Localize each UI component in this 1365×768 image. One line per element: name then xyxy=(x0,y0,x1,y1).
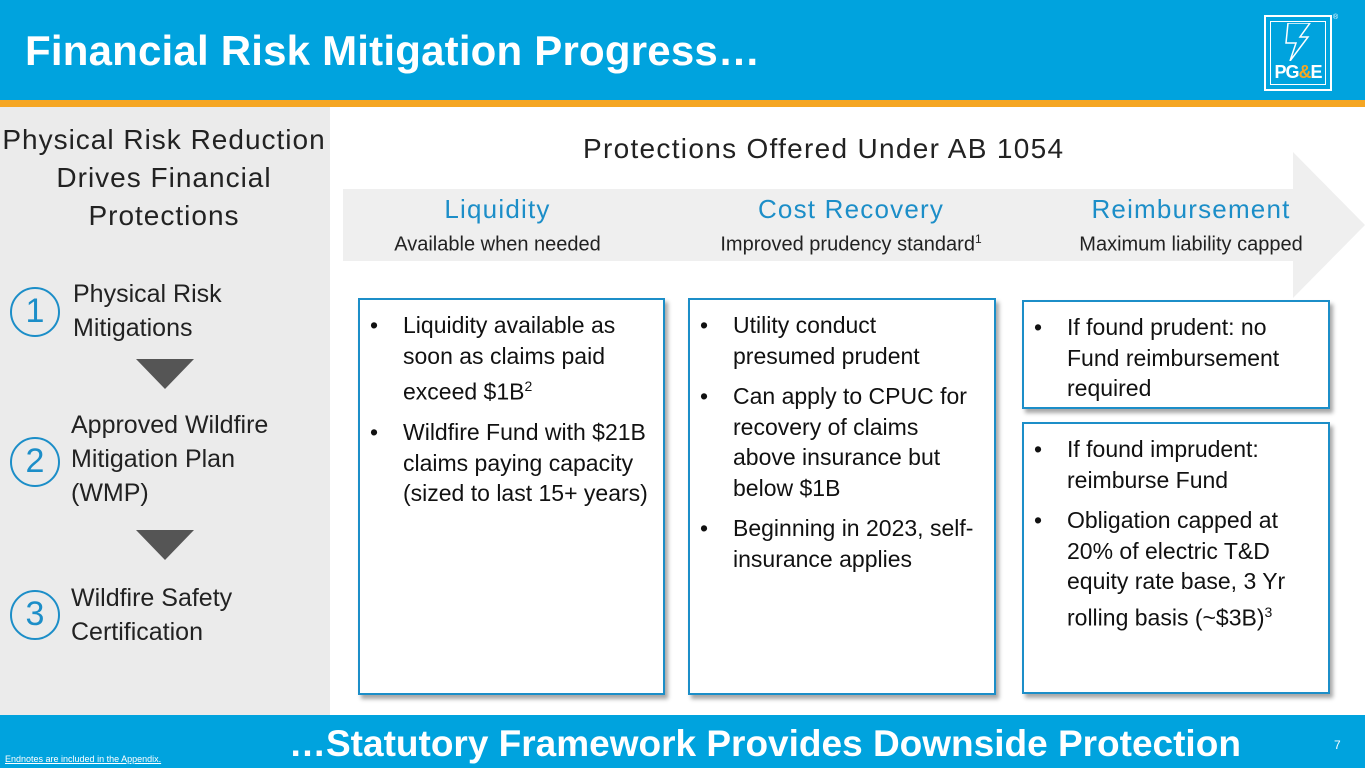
step-1-number: 1 xyxy=(10,287,60,337)
prudent-card xyxy=(1022,300,1330,409)
header-bar xyxy=(0,0,1365,100)
footer-tagline: …Statutory Framework Provides Downside Protection xyxy=(289,723,1241,764)
imprudent-card xyxy=(1022,422,1330,694)
prudent-list xyxy=(1024,302,1328,404)
endnotes-link[interactable]: Endnotes are included in the Appendix. xyxy=(5,754,162,764)
step-2-label: Approved Wildfire Mitigation Plan (WMP) xyxy=(71,411,269,507)
left-panel xyxy=(0,107,330,715)
list-item: • Beginning in 2023, self-insurance applies xyxy=(700,513,980,574)
liquidity-list xyxy=(360,300,663,509)
step-3-number: 3 xyxy=(10,590,60,640)
imprudent-list xyxy=(1024,424,1328,633)
list-item: • Obligation capped at 20% of electric T&D equity rate base, 3 Yr rolling basis (~$3B)$^3$ xyxy=(1034,505,1314,633)
cost-recovery-subtitle: Improved prudency standard$^1$ xyxy=(720,232,982,256)
page-number: 7 xyxy=(1334,738,1341,752)
list-item: • Liquidity available as soon as claims paid exceed $\$1B^2$ xyxy=(370,310,649,407)
down-arrow-icon xyxy=(136,530,194,560)
registered-mark: ® xyxy=(1333,14,1339,21)
liquidity-header xyxy=(345,193,650,259)
left-panel-heading: Physical Risk Reduction Drives Financial Protections xyxy=(2,124,326,231)
cost-recovery-list xyxy=(690,300,994,574)
reimbursement-title: Reimbursement xyxy=(1091,194,1291,224)
logo-wordmark: PG&E xyxy=(1274,62,1322,82)
liquidity-card xyxy=(358,298,665,695)
liquidity-title: Liquidity xyxy=(444,194,551,224)
list-item: • If found imprudent: reimburse Fund xyxy=(1034,434,1314,495)
list-item: • Utility conduct presumed prudent xyxy=(700,310,980,371)
cost-recovery-card xyxy=(688,298,996,695)
lightning-icon xyxy=(1284,23,1312,61)
step-1-label: Physical Risk Mitigations xyxy=(73,280,222,342)
cost-recovery-header xyxy=(690,193,1012,259)
down-arrow-icon xyxy=(136,359,194,389)
reimbursement-header xyxy=(1050,193,1332,259)
cost-recovery-title: Cost Recovery xyxy=(757,194,945,224)
slide-title: Financial Risk Mitigation Progress… xyxy=(25,27,761,74)
list-item: • If found prudent: no Fund reimbursement required xyxy=(1034,312,1314,404)
protections-title: Protections Offered Under AB 1054 xyxy=(583,133,1065,164)
liquidity-subtitle: Available when needed xyxy=(394,233,601,256)
header-divider xyxy=(0,100,1365,107)
list-item: • Wildfire Fund with $21B claims paying capacity (sized to last 15+ years) xyxy=(370,417,649,509)
footer-bar xyxy=(0,715,1365,768)
list-item: • Can apply to CPUC for recovery of claims above insurance but below $1B xyxy=(700,381,980,503)
pge-logo xyxy=(1264,15,1332,91)
reimbursement-subtitle: Maximum liability capped xyxy=(1079,233,1303,256)
step-3-label: Wildfire Safety Certification xyxy=(71,584,233,646)
step-2-number: 2 xyxy=(10,437,60,487)
